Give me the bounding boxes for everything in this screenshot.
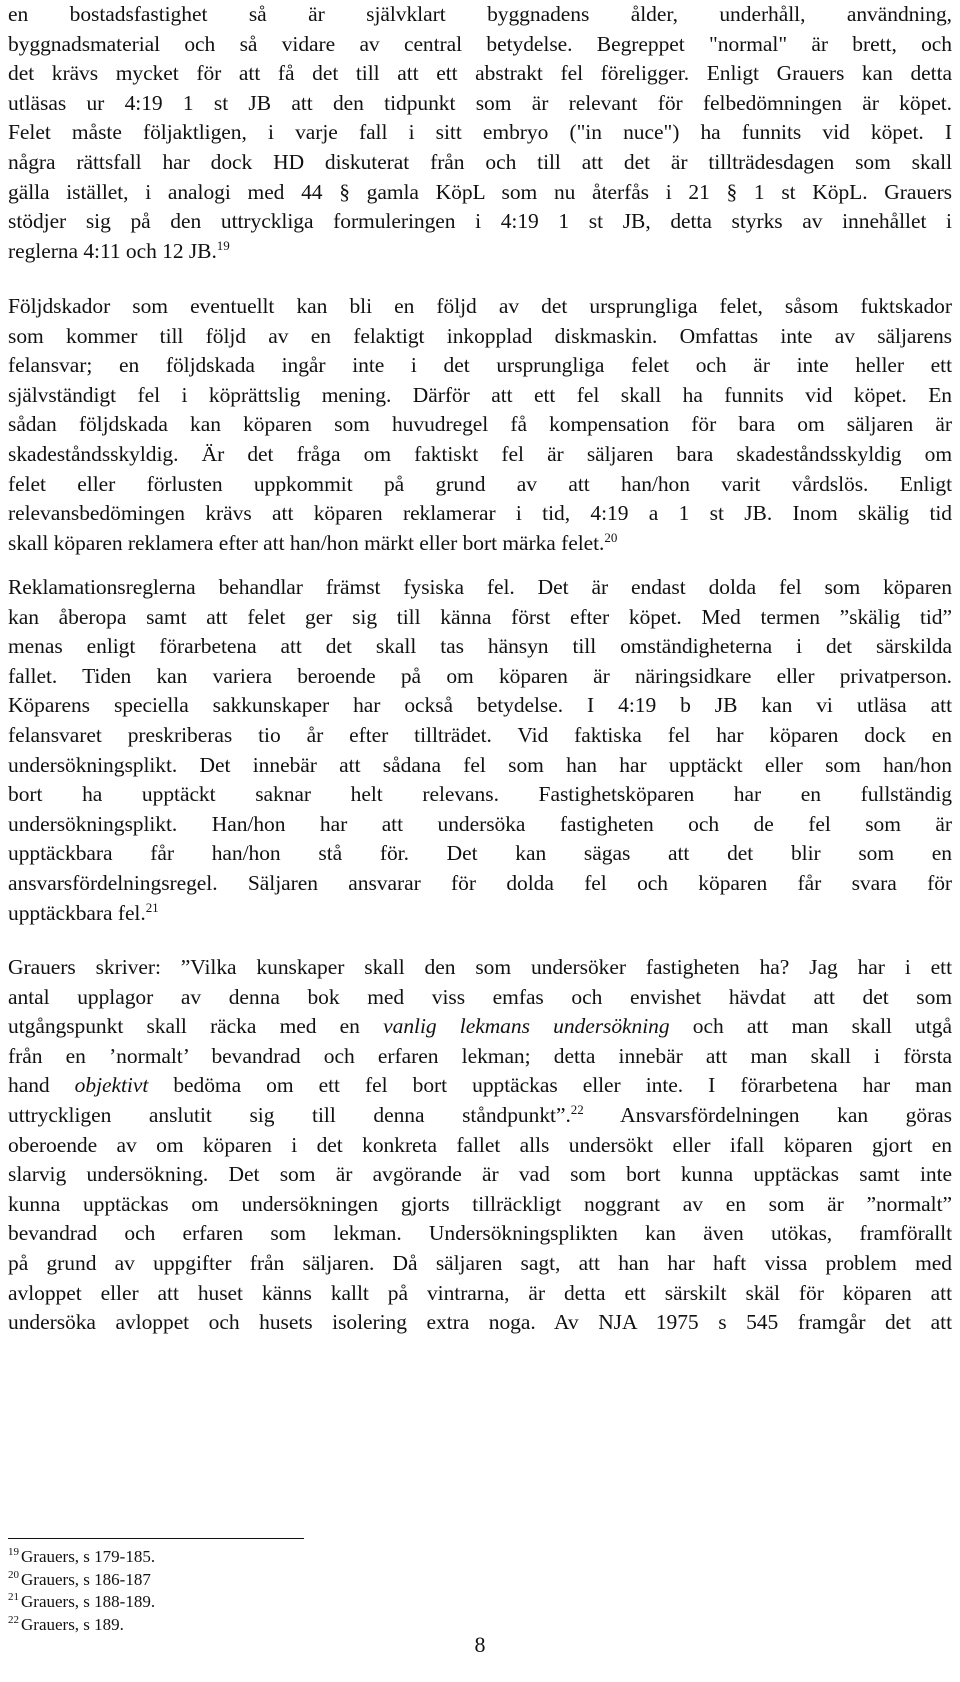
footnote-text: Grauers, s 188-189. <box>21 1592 156 1611</box>
text-line: sådan följdskada kan köparen som huvudregel få kompensation för bara om säljaren är <box>8 412 952 437</box>
text-line: utläsas ur 4:19 1 st JB att den tidpunkt som är relevant för felbedömningen är köpet. <box>8 90 952 115</box>
paragraph-4 <box>8 953 952 1338</box>
footnote-ref[interactable]: 21 <box>145 899 159 915</box>
emphasis-text: objektivt <box>74 1073 149 1098</box>
text-line: felansvaret preskriberas tio år efter tillträdet. Vid faktiska fel har köparen dock en <box>8 722 952 747</box>
text-line-last <box>8 529 952 559</box>
text-line: som kommer till följd av en felaktigt inkopplad diskmaskin. Omfattas inte av säljarens <box>8 323 952 348</box>
text-line: kan åberopa samt att felet ger sig till känna först efter köpet. Med termen ”skälig tid” <box>8 604 952 629</box>
text-line: fallet. Tiden kan variera beroende på om köparen är näringsidkare eller privatperson. <box>8 663 952 688</box>
text-line <box>8 1071 952 1101</box>
text-line: stödjer sig på den uttryckliga formuleringen i 4:19 1 st JB, detta styrks av innehållet i <box>8 209 952 234</box>
text-line-last <box>8 237 952 267</box>
text-line: slarvig undersökning. Det som är avgörande är vad som bort kunna upptäckas samt inte <box>8 1162 952 1187</box>
footnote-separator <box>8 1538 304 1539</box>
text-line: undersökningsplikt. Det innebär att sådana fel som han har upptäckt eller som han/hon <box>8 752 952 777</box>
text-line: felansvar; en följdskada ingår inte i det ursprungliga felet och är inte heller ett <box>8 353 952 378</box>
text-line: menas enligt förarbetena att det skall tas hänsyn till omständigheterna i det särskilda <box>8 634 952 659</box>
text-line: några rättsfall har dock HD diskuterat från och till att det är tillträdesdagen som skall <box>8 149 952 174</box>
footnote-21 <box>8 1591 608 1614</box>
footnote-number: 22 <box>8 1613 19 1626</box>
text-line: Felet måste följaktligen, i varje fall i sitt embryo ("in nuce") ha funnits vid köpet. I <box>8 120 952 145</box>
page-number: 8 <box>474 1632 486 1657</box>
text-segment: och att man skall utgå <box>669 1014 952 1039</box>
text-line: skall köparen reklamera efter att han/hon märkt eller bort märka felet. <box>8 530 605 555</box>
text-line: bevandrad och erfaren som lekman. Undersökningsplikten kan även utökas, framförallt <box>8 1221 952 1246</box>
text-line: avloppet eller att huset känns kallt på vintrarna, är detta ett särskilt skäl för köparen att <box>8 1280 952 1305</box>
text-segment: hand <box>8 1073 75 1098</box>
text-line: skadeståndsskyldig. Är det fråga om faktiskt fel är säljaren bara skadeståndsskyldig om <box>8 441 952 466</box>
text-line: bort ha upptäckt saknar helt relevans. Fastighetsköparen har en fullständig <box>8 782 952 807</box>
text-segment: utgångspunkt skall räcka med en <box>8 1014 384 1039</box>
text-line <box>8 1101 952 1131</box>
text-line: på grund av uppgifter från säljaren. Då säljaren sagt, att han har haft vissa problem med <box>8 1250 952 1275</box>
text-line: från en ’normalt’ bevandrad och erfaren lekman; detta innebär att man skall i första <box>8 1043 952 1068</box>
footnote-text: Grauers, s 189. <box>21 1614 124 1634</box>
footnote-number: 21 <box>8 1591 19 1603</box>
text-segment: Ansvarsfördelningen kan göras <box>583 1102 952 1127</box>
footnote-19 <box>8 1546 608 1569</box>
text-line-last <box>8 899 952 929</box>
text-line: kunna upptäckas om undersökningen gjorts tillräckligt noggrant av en som är ”normalt” <box>8 1191 952 1216</box>
paragraph-3 <box>8 573 952 928</box>
text-line: ansvarsfördelningsregel. Säljaren ansvarar för dolda fel och köparen får svara för <box>8 870 952 895</box>
text-line: upptäckbara får han/hon stå för. Det kan sägas att det blir som en <box>8 841 952 866</box>
footnote-number: 19 <box>8 1546 19 1558</box>
text-line: reglerna 4:11 och 12 JB. <box>8 238 217 263</box>
text-line: relevansbedömingen krävs att köparen reklamerar i tid, 4:19 a 1 st JB. Inom skälig tid <box>8 501 952 526</box>
text-segment: uttryckligen anslutit sig till denna ståndpunkt”. <box>8 1102 571 1127</box>
text-line: upptäckbara fel. <box>8 900 146 925</box>
text-line: undersökningsplikt. Han/hon har att undersöka fastigheten och de fel som är <box>8 811 952 836</box>
footnote-number: 20 <box>8 1568 19 1581</box>
footnotes <box>8 1546 608 1636</box>
text-segment: bedöma om ett fel bort upptäckas eller inte. I förarbetena har man <box>148 1073 952 1098</box>
footnote-ref[interactable]: 20 <box>604 529 618 545</box>
emphasis-text: vanlig lekmans undersökning <box>383 1014 670 1039</box>
text-line: antal upplagor av denna bok med viss emfas och envishet hävdat att det som <box>8 984 952 1009</box>
footnote-text: Grauers, s 186-187 <box>21 1569 151 1589</box>
text-line <box>8 1012 952 1042</box>
text-line: självständigt fel i köprättslig mening. Därför att ett fel skall ha funnits vid köpet. En <box>8 382 952 407</box>
text-line: det krävs mycket för att få det till att ett abstrakt fel föreligger. Enligt Grauers kan detta <box>8 61 952 86</box>
text-line: gälla istället, i analogi med 44 § gamla KöpL som nu återfås i 21 § 1 st KöpL. Grauers <box>8 179 952 204</box>
footnote-ref[interactable]: 22 <box>570 1101 584 1117</box>
text-line: en bostadsfastighet så är självklart byggnadens ålder, underhåll, användning, <box>8 2 952 26</box>
text-line: byggnadsmaterial och så vidare av central betydelse. Begreppet "normal" är brett, och <box>8 31 952 56</box>
text-line: undersöka avloppet och husets isolering extra noga. Av NJA 1975 s 545 framgår det att <box>8 1310 952 1335</box>
text-line: Grauers skriver: ”Vilka kunskaper skall den som undersöker fastigheten ha? Jag har i ett <box>8 955 952 979</box>
text-line: Reklamationsreglerna behandlar främst fysiska fel. Det är endast dolda fel som köparen <box>8 575 952 599</box>
text-line: oberoende av om köparen i det konkreta fallet alls undersökt eller ifall köparen gjort en <box>8 1132 952 1157</box>
footnote-20 <box>8 1569 608 1592</box>
footnote-text: Grauers, s 179-185. <box>21 1547 156 1566</box>
text-line: Följdskador som eventuellt kan bli en följd av det ursprungliga felet, såsom fuktskador <box>8 294 952 318</box>
text-line: felet eller förlusten uppkommit på grund av att han/hon varit vårdslös. Enligt <box>8 471 952 496</box>
footnote-ref[interactable]: 19 <box>216 237 230 253</box>
paragraph-2 <box>8 292 952 558</box>
paragraph-1 <box>8 0 952 266</box>
text-line: Köparens speciella sakkunskaper har också betydelse. I 4:19 b JB kan vi utläsa att <box>8 693 952 718</box>
